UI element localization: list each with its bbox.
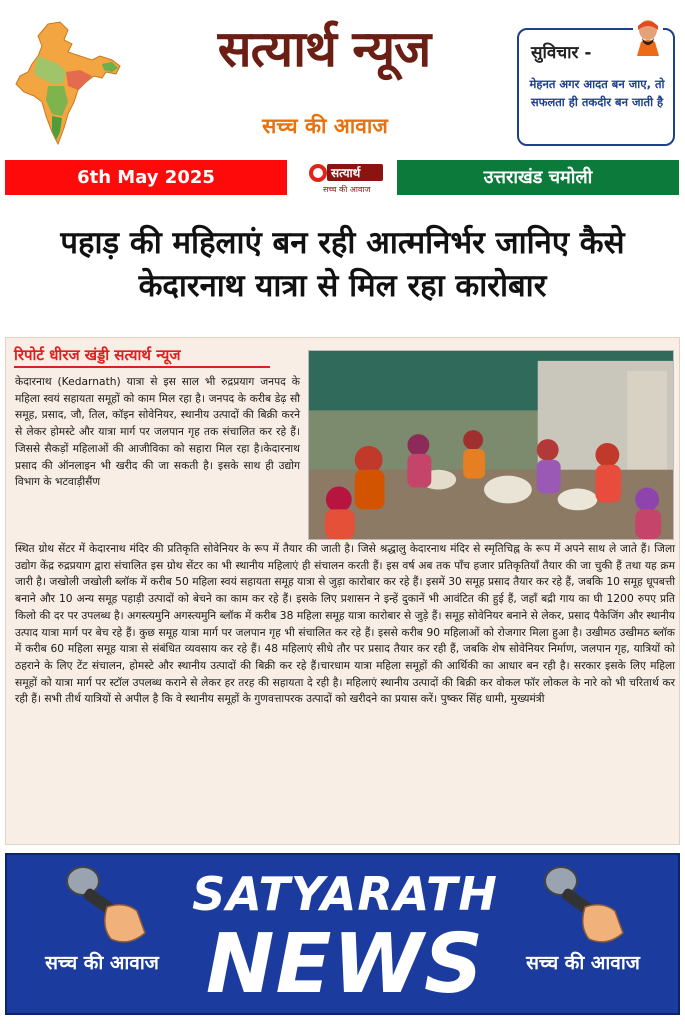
location-label: उत्तराखंड चमोली (397, 160, 679, 195)
banner-title-satyarath: SATYARATH (192, 867, 498, 921)
article-photo (308, 350, 674, 540)
quote-text: मेहनत अगर आदत बन जाए, तो सफलता ही तकदीर बन जाती है (529, 77, 665, 109)
quote-title: सुविचार - (531, 43, 592, 63)
banner-tagline-left: सच्च की आवाज (45, 952, 159, 974)
quote-box (517, 28, 675, 146)
headline: पहाड़ की महिलाएं बन रही आत्मनिर्भर जानिए कैसे केदारनाथ यात्रा से मिल रहा कारोबार (60, 225, 625, 304)
article-column-text: केदारनाथ (Kedarnath) यात्रा से इस साल भी रुद्रप्रयाग जनपद के महिला स्वयं सहायता समूहों को काम मिल रहा है। जनपद के करीब डेढ़ सौ समूह, प्रसाद, जौ, तिल, कॉइन सोवेनियर, स्थानीय उत्पादों की बिक्री करने से लेकर होमस्टे और यात्रा मार्ग पर जलपान गृह तक संचालित कर रहे हैं। जिससे सैकड़ों महिलाओं की आजीविका को सहारा मिल रहा है।केदारनाथ प्रसाद की ऑनलाइन भी खरीद की जा सकती है। इसके साथ ही उद्योग विभाग के भटवाड़ीसैंण (15, 375, 300, 489)
article-body-text: स्थित ग्रोथ सेंटर में केदारनाथ मंदिर की प्रतिकृति सोवेनियर के रूप में तैयार की जाती है। जिसे श्रद्धालु केदारनाथ मंदिर से स्मृतिचिह्न के रूप में अपने साथ ले जाते हैं। जिला उद्योग केंद्र रुद्रप्रयाग द्वारा संचालित इस ग्रोथ सेंटर का भी स्थानीय महिलाएं ही संचालन करती हैं। इस वर्ष अब तक पाँच हजार प्रतिकृतियाँ तैयार की जा चुकी हैं तथा यह क्रम जारी है। जखोली जखोली ब्लॉक में करीब 50 महिला स्वयं सहायता समूह यात्रा से जुड़ा कारोबार कर रहे हैं। इसमें 30 समूह प्रसाद तैयार कर रहे हैं, जबकि 10 समूह धूपबत्ती बनाने और 10 अन्य समूह पहाड़ी उत्पादों को बेचने का काम कर रहे हैं। इसके लिए प्रशासन ने इन्हें दुकानें भी आवंटित की हुई हैं, जहाँ बद्री गाय का घी 1200 रुपए प्रति किलो की दर पर उपलब्ध है। अगस्त्यमुनि अगस्त्यमुनि ब्लॉक में करीब 38 महिला समूह यात्रा कारोबार से जुड़े हैं। समूह सोवेनियर बनाने से लेकर, प्रसाद पैकेजिंग और स्थानीय उत्पाद यात्रा मार्ग पर बेच रहे हैं। कुछ समूह यात्रा मार्ग पर जलपान गृह भी संचालित कर रहे हैं। इससे करीब 90 महिलाओं को रोजगार मिला हुआ है। उखीमठ उखीमठ ब्लॉक में करीब 60 महिला समूह यात्रा से संबंधित व्यवसाय कर रहे हैं। 48 महिलाएं सीधे तौर पर प्रसाद तैयार कर रही हैं, जबकि शेष सोवेनियर निर्माण, जलपान गृह, यात्रियों को ठहराने के लिए टेंट संचालन, होमस्टे और स्थानीय उत्पादों की बिक्री कर रहे हैं।चारधाम यात्रा महिला समूहों की आर्थिकी का आधार बन रही है। सरकार इसके लिए महिला समूहों को यात्रा मार्ग पर स्टॉल उपलब्ध कराने से लेकर हर तरह की सहायता दे रही है। महिलाएं स्थानीय उत्पादों की बिक्री कर वोकल फॉर लोकल के नारे को भी चरितार्थ कर रही हैं। सभी तीर्थ यात्रियों से अपील है कि वे स्थानीय समूहों के गुणवत्तापरक उत्पादों को खरीदने का प्रयास करें। पुष्कर सिंह धामी, मुख्यमंत्री (15, 542, 675, 706)
masthead-title: सत्यार्थ न्यूज (217, 20, 431, 78)
article-box (5, 337, 680, 845)
date-label: 6th May 2025 (5, 160, 287, 195)
microphone-fist-icon (527, 861, 637, 951)
masthead-header (0, 0, 685, 158)
india-map-icon (8, 20, 126, 148)
logo-subtext: सच्च की आवाज (323, 185, 371, 194)
date-location-bar (0, 160, 685, 198)
satyarath-logo (307, 160, 387, 196)
logo-text: सत्यार्थ (331, 166, 361, 180)
microphone-fist-icon (49, 861, 159, 951)
banner-title-news: NEWS (205, 917, 485, 1012)
byline: रिपोर्ट धीरज खंड्डी सत्यार्थ न्यूज (14, 342, 270, 368)
banner-tagline-right: सच्च की आवाज (526, 952, 640, 974)
masthead-tagline: सच्च की आवाज (262, 114, 388, 138)
saint-avatar-icon (631, 16, 665, 56)
satyarath-news-banner (5, 853, 680, 1015)
